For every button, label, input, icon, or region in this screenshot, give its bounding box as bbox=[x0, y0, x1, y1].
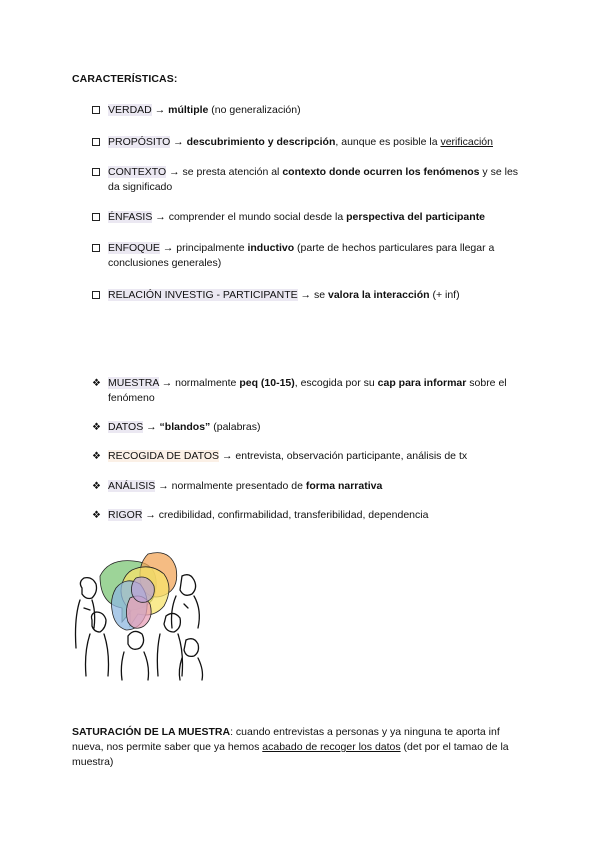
saturacion-paragraph bbox=[72, 725, 534, 770]
arrow-icon: → bbox=[173, 136, 184, 148]
item-label: ANÁLISIS bbox=[108, 480, 156, 492]
checklist-item-verdad bbox=[92, 103, 532, 118]
item-label: ENFOQUE bbox=[108, 242, 160, 254]
item-bold: valora la interacción bbox=[327, 289, 430, 301]
item-text: se bbox=[311, 289, 328, 301]
arrow-icon: → bbox=[146, 421, 157, 433]
item-bold: cap para informar bbox=[377, 377, 467, 389]
saturacion-text: : cuando entrevistas a personas y ya ninguna te aporta inf nueva, nos permite saber que ya hemos bbox=[72, 726, 500, 753]
item-bold: inductivo bbox=[247, 242, 295, 254]
checkbox-icon bbox=[92, 288, 106, 304]
arrow-icon: → bbox=[169, 166, 180, 178]
item-label: ÉNFASIS bbox=[108, 211, 153, 223]
saturacion-label: SATURACIÓN DE LA MUESTRA bbox=[72, 726, 231, 738]
item-label: RIGOR bbox=[108, 509, 143, 521]
checklist-item-relacion bbox=[92, 288, 532, 303]
item-label: MUESTRA bbox=[108, 377, 159, 389]
bullet-item-rigor bbox=[92, 508, 532, 523]
item-text: (no generalización) bbox=[208, 104, 301, 116]
arrow-icon: → bbox=[158, 480, 169, 492]
item-text: (parte de hechos particulares para llegar a conclusiones generales) bbox=[108, 242, 495, 269]
section-heading: CARACTERÍSTICAS: bbox=[72, 73, 178, 85]
item-bold: descubrimiento y descripción bbox=[186, 136, 336, 148]
checklist-item-contexto bbox=[92, 165, 532, 195]
bullet-item-recogida bbox=[92, 449, 532, 464]
item-text: normalmente bbox=[172, 377, 240, 389]
item-text: comprender el mundo social desde la bbox=[165, 211, 347, 223]
saturacion-text-end: (det por el tamao de la muestra) bbox=[72, 741, 509, 768]
arrow-icon: → bbox=[300, 289, 312, 301]
person-left2-body bbox=[86, 634, 109, 676]
person-right2-body bbox=[157, 634, 182, 676]
checklist-item-enfasis bbox=[92, 210, 532, 225]
item-text: credibilidad, confirmabilidad, transferibilidad, dependencia bbox=[155, 509, 429, 521]
item-text: (+ inf) bbox=[429, 289, 460, 301]
arrow-icon: → bbox=[161, 377, 173, 389]
checklist-item-proposito bbox=[92, 135, 532, 150]
arrow-icon: → bbox=[221, 450, 233, 462]
item-label: PROPÓSITO bbox=[108, 136, 171, 148]
item-text: , escogida por su bbox=[294, 377, 378, 389]
checkbox-icon bbox=[92, 210, 106, 226]
item-text: , aunque es posible la bbox=[335, 136, 441, 148]
item-text: se presta atención al bbox=[179, 166, 283, 178]
checkbox-icon bbox=[92, 241, 106, 257]
checkbox-icon bbox=[92, 165, 106, 181]
item-text: normalmente presentado de bbox=[168, 480, 306, 492]
diamond-bullet-icon: ❖ bbox=[92, 481, 101, 492]
diamond-bullet-icon: ❖ bbox=[92, 422, 101, 433]
item-text: y se les da significado bbox=[108, 166, 519, 193]
item-text: principalmente bbox=[173, 242, 248, 254]
item-bold: múltiple bbox=[168, 104, 209, 116]
bullet-item-muestra bbox=[92, 376, 532, 406]
saturacion-underline: acabado de recoger los datos bbox=[262, 741, 401, 753]
diamond-bullet-icon: ❖ bbox=[92, 451, 101, 462]
checklist-item-enfoque bbox=[92, 241, 532, 271]
person-center-head bbox=[128, 631, 144, 649]
person-right-head bbox=[180, 575, 196, 596]
diamond-bullet-icon: ❖ bbox=[92, 510, 101, 521]
bullet-item-analisis bbox=[92, 479, 532, 494]
arrow-icon: → bbox=[162, 242, 174, 254]
item-text: sobre el fenómeno bbox=[108, 377, 507, 404]
checkbox-icon bbox=[92, 103, 106, 119]
person-right-body bbox=[172, 596, 200, 628]
item-bold: “blandos” bbox=[159, 421, 211, 433]
item-bold: forma narrativa bbox=[305, 480, 383, 492]
item-label: RELACIÓN INVESTIG - PARTICIPANTE bbox=[108, 289, 298, 301]
arrow-icon: → bbox=[155, 211, 166, 223]
item-bold: perspectiva del participante bbox=[346, 211, 486, 223]
item-label: CONTEXTO bbox=[108, 166, 167, 178]
item-label: DATOS bbox=[108, 421, 144, 433]
person-center-body bbox=[121, 652, 148, 680]
item-bold: peq (10-15) bbox=[239, 377, 295, 389]
checkbox-icon bbox=[92, 135, 106, 151]
item-label: VERDAD bbox=[108, 104, 152, 116]
bubble-purple bbox=[132, 577, 155, 602]
person-right3-head bbox=[184, 639, 199, 657]
diamond-bullet-icon: ❖ bbox=[92, 378, 101, 389]
item-text: (palabras) bbox=[210, 421, 261, 433]
item-underline: verificación bbox=[440, 136, 493, 148]
arrow-icon: → bbox=[145, 509, 156, 521]
item-text: entrevista, observación participante, análisis de tx bbox=[232, 450, 468, 462]
person-left-head bbox=[80, 578, 96, 599]
bullet-item-datos bbox=[92, 420, 532, 435]
person-left2-head bbox=[92, 612, 107, 632]
arrow-icon: → bbox=[154, 104, 166, 116]
item-label: RECOGIDA DE DATOS bbox=[108, 450, 220, 462]
item-bold: contexto donde ocurren los fenómenos bbox=[282, 166, 480, 178]
conversation-illustration bbox=[70, 548, 210, 683]
